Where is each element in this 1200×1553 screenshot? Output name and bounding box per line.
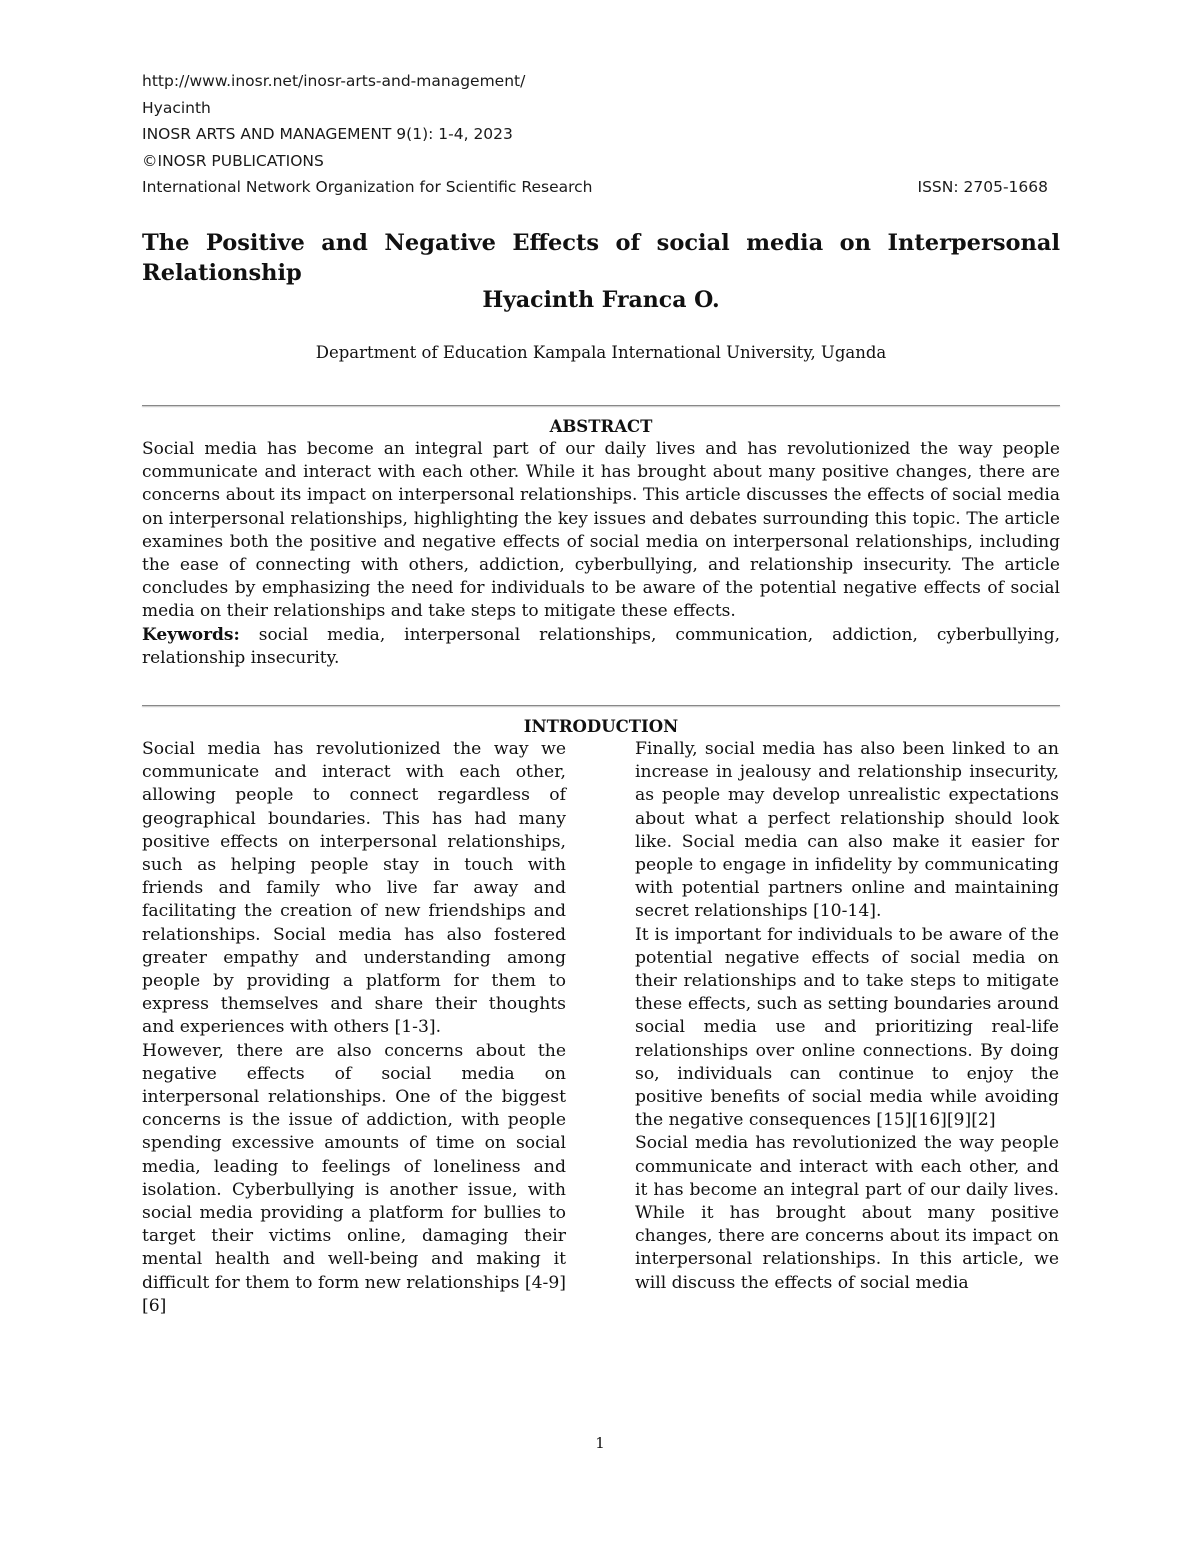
body-paragraph: Finally, social media has also been linked to an increase in jealousy and relationship insecurity, as people may develop unrealistic expectations about what a perfect relationship should look like. Social media can also make it easier for people to engage in infidelity by communicating with potential partners online and maintaining secret relationships [10-14]. xyxy=(635,739,1059,922)
journal-citation: INOSR ARTS AND MANAGEMENT 9(1): 1-4, 2023 xyxy=(142,125,513,143)
journal-url[interactable]: http://www.inosr.net/inosr-arts-and-management/ xyxy=(142,72,526,90)
publisher: ©INOSR PUBLICATIONS xyxy=(142,151,324,170)
abstract-bottom-divider xyxy=(142,705,1060,706)
abstract-body xyxy=(142,438,1060,670)
author-affiliation: Department of Education Kampala International University, Uganda xyxy=(315,343,887,362)
abstract-heading: ABSTRACT xyxy=(549,417,653,436)
introduction-heading: INTRODUCTION xyxy=(523,717,679,736)
issn: ISSN: 2705-1668 xyxy=(917,178,1048,196)
running-author: Hyacinth xyxy=(142,98,211,117)
page-number: 1 xyxy=(595,1434,605,1452)
body-paragraph: Social media has revolutionized the way we communicate and interact with each other, allowing people to connect regardless of geographical boundaries. This has had many positive effects on interpersonal relationships, such as helping people stay in touch with friends and family who live far away and facilitating the creation of new friendships and relationships. Social media has also fostered greater empathy and understanding among people by providing a platform for them to express themselves and share their thoughts and experiences with others [1-3]. xyxy=(142,739,566,1038)
keywords-label: Keywords: xyxy=(142,624,240,645)
paper-title: The Positive and Negative Effects of social media on Interpersonal Relationship xyxy=(142,230,1060,286)
body-paragraph: It is important for individuals to be aware of the potential negative effects of social media on their relationships and to take steps to mitigate these effects, such as setting boundaries around social media use and prioritizing real-life relationships over online connections. By doing so, individuals can continue to enjoy the positive benefits of social media while avoiding the negative consequences [15][16][9][2] xyxy=(635,924,1059,1131)
right-column xyxy=(635,738,1059,1295)
keywords-list: social media, interpersonal relationships, communication, addiction, cyberbullying, relationship insecurity. xyxy=(142,624,1061,668)
running-header xyxy=(142,68,1060,201)
organization-name: International Network Organization for Scientific Research xyxy=(142,178,593,196)
body-paragraph: However, there are also concerns about the negative effects of social media on interpersonal relationships. One of the biggest concerns is the issue of addiction, with people spending excessive amounts of time on social media, leading to feelings of loneliness and isolation. Cyberbullying is another issue, with social media providing a platform for bullies to target their victims online, damaging their mental health and well-being and making it difficult for them to form new relationships [4-9][6] xyxy=(142,1040,566,1316)
abstract-top-divider xyxy=(142,405,1060,406)
paper-author: Hyacinth Franca O. xyxy=(482,287,720,313)
keywords-paragraph xyxy=(142,624,1060,670)
organization-row xyxy=(142,174,1060,201)
body-paragraph: Social media has revolutionized the way people communicate and interact with each other, and it has become an integral part of our daily lives. While it has brought about many positive changes, there are concerns about its impact on interpersonal relationships. In this article, we will discuss the effects of social media xyxy=(635,1133,1059,1293)
abstract-text: Social media has become an integral part of our daily lives and has revolutionized the way people communicate and interact with each other. While it has brought about many positive changes, there are concerns about its impact on interpersonal relationships. This article discusses the effects of social media on interpersonal relationships, highlighting the key issues and debates surrounding this topic. The article examines both the positive and negative effects of social media on interpersonal relationships, including the ease of connecting with others, addiction, cyberbullying, and relationship insecurity. The article concludes by emphasizing the need for individuals to be aware of the potential negative effects of social media on their relationships and take steps to mitigate these effects. xyxy=(142,439,1060,622)
left-column xyxy=(142,738,566,1318)
